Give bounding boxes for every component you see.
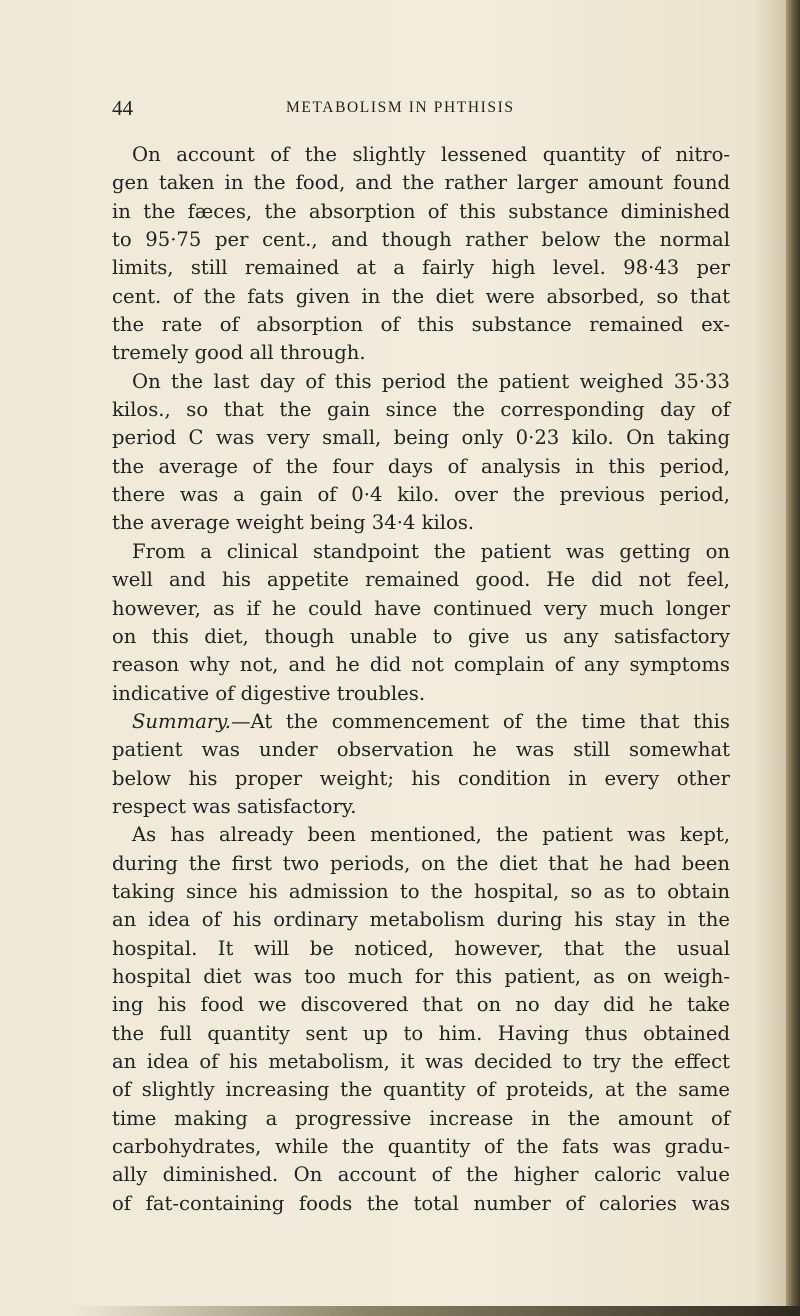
text-line: of slightly increasing the quantity of proteids, at the same: [112, 1078, 730, 1102]
text-line: As has already been mentioned, the patient was kept,: [132, 823, 730, 847]
text-line: tremely good all through.: [112, 341, 366, 365]
text-line: below his proper weight; his condition in every other: [112, 766, 730, 790]
text-line: taking since his admission to the hospital, so as to obtain: [112, 879, 730, 903]
text-line: time making a progressive increase in the amount of: [112, 1106, 730, 1130]
text-line: gen taken in the food, and the rather larger amount found: [112, 171, 730, 195]
text-line: indicative of digestive troubles.: [112, 681, 426, 705]
text-line: kilos., so that the gain since the corresponding day of: [112, 398, 730, 422]
page-header: [112, 96, 732, 122]
text-line: well and his appetite remained good. He did not feel,: [112, 568, 730, 592]
text-line: to 95·75 per cent., and though rather below the normal: [112, 228, 730, 252]
text-line: hospital diet was too much for this patient, as on weigh-: [112, 964, 730, 988]
text-line: of fat-containing foods the total number of calories was: [112, 1191, 730, 1215]
running-head: METABOLISM IN PHTHISIS: [286, 99, 515, 116]
summary-label: Summary.—: [132, 709, 251, 733]
text-line: cent. of the fats given in the diet were absorbed, so that: [112, 284, 730, 308]
body-text: [112, 141, 730, 1218]
page-number: 44: [112, 96, 133, 120]
text-line: on this diet, though unable to give us any satisfactory: [112, 624, 730, 648]
page-bottom-edge: [70, 1306, 800, 1316]
text-line: the average weight being 34·4 kilos.: [112, 511, 475, 535]
text-line: patient was under observation he was still somewhat: [112, 738, 730, 762]
text-line: ing his food we discovered that on no day did he take: [112, 993, 730, 1017]
text-line: On account of the slightly lessened quantity of nitro-: [132, 143, 730, 166]
text-line: From a clinical standpoint the patient was getting on: [132, 539, 730, 563]
text-line: an idea of his metabolism, it was decided to try the effect: [112, 1050, 730, 1073]
text-line: limits, still remained at a fairly high level. 98·43 per: [112, 256, 730, 280]
text-line: reason why not, and he did not complain of any symptoms: [112, 653, 730, 677]
text-line: hospital. It will be noticed, however, that the usual: [112, 936, 730, 960]
text-line: the rate of absorption of this substance remained ex-: [112, 313, 730, 337]
text-line: during the first two periods, on the diet that he had been: [112, 851, 730, 875]
summary-line: [112, 708, 730, 736]
book-binding-edge: [786, 0, 800, 1316]
text-line: in the fæces, the absorption of this substance diminished: [112, 199, 730, 223]
text-line: respect was satisfactory.: [112, 794, 357, 818]
text-line: an idea of his ordinary metabolism during his stay in the: [112, 908, 730, 932]
text-line: period C was very small, being only 0·23 kilo. On taking: [112, 426, 730, 450]
text-line: however, as if he could have continued very much longer: [112, 596, 730, 620]
text-line: carbohydrates, while the quantity of the fats was gradu-: [112, 1135, 730, 1159]
text-line: On the last day of this period the patient weighed 35·33: [132, 369, 730, 393]
text-line: the full quantity sent up to him. Having thus obtained: [112, 1021, 730, 1045]
summary-text: At the commencement of the time that this: [250, 709, 730, 733]
text-line: ally diminished. On account of the higher caloric value: [112, 1163, 730, 1187]
text-line: there was a gain of 0·4 kilo. over the previous period,: [112, 483, 730, 507]
text-line: the average of the four days of analysis in this period,: [112, 454, 730, 478]
